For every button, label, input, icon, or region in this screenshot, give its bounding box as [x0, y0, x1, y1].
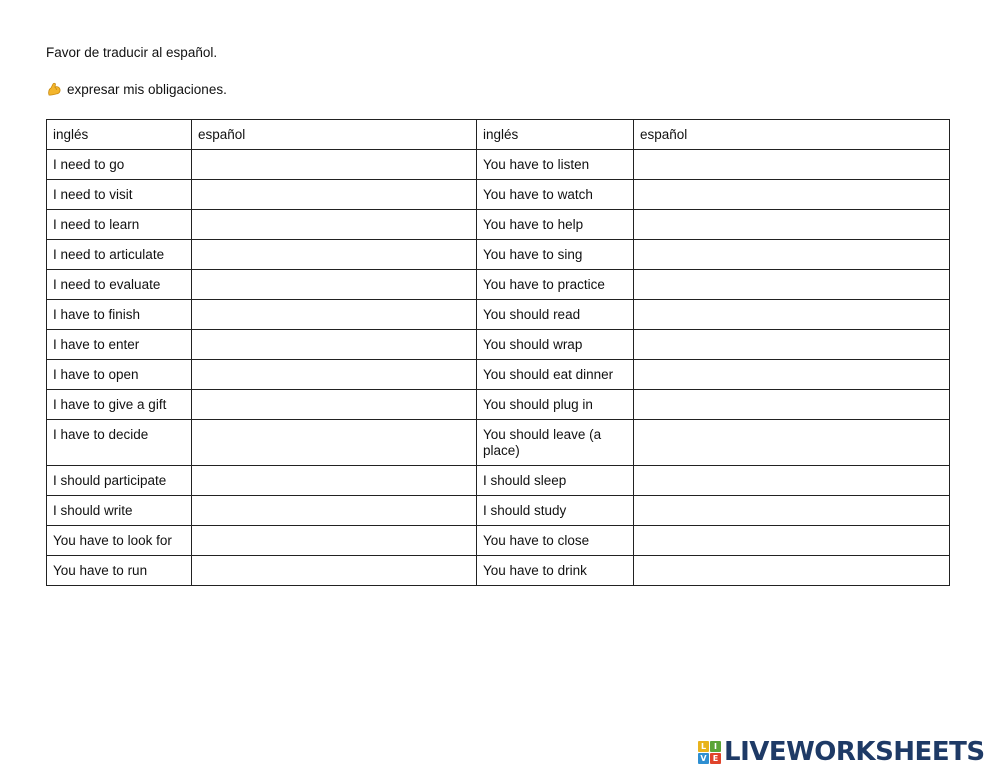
- spanish-answer-cell[interactable]: [634, 150, 950, 180]
- english-phrase-cell: You should plug in: [477, 390, 634, 420]
- table-row: [47, 556, 950, 586]
- spanish-answer-cell[interactable]: [192, 330, 477, 360]
- instruction-text: Favor de traducir al español.: [46, 45, 218, 60]
- english-phrase-cell: You should eat dinner: [477, 360, 634, 390]
- english-phrase-cell: I need to evaluate: [47, 270, 192, 300]
- table-row: [47, 330, 950, 360]
- header-espanol-left: español: [192, 120, 477, 150]
- spanish-answer-cell[interactable]: [192, 300, 477, 330]
- spanish-answer-cell[interactable]: [192, 556, 477, 586]
- english-phrase-cell: I have to give a gift: [47, 390, 192, 420]
- spanish-answer-cell[interactable]: [192, 240, 477, 270]
- english-phrase-cell: I should study: [477, 496, 634, 526]
- spanish-answer-cell[interactable]: [634, 496, 950, 526]
- flexed-biceps-icon: [46, 81, 62, 97]
- spanish-answer-cell[interactable]: [634, 556, 950, 586]
- english-phrase-cell: I need to learn: [47, 210, 192, 240]
- spanish-answer-cell[interactable]: [192, 466, 477, 496]
- subtitle-text: expresar mis obligaciones.: [67, 81, 227, 97]
- subtitle: [46, 81, 227, 97]
- table-row: [47, 240, 950, 270]
- spanish-answer-cell[interactable]: [634, 390, 950, 420]
- table-row: [47, 526, 950, 556]
- english-phrase-cell: You have to watch: [477, 180, 634, 210]
- spanish-answer-cell[interactable]: [192, 270, 477, 300]
- table-row: [47, 210, 950, 240]
- logo-block: E: [710, 753, 721, 764]
- logo-block: V: [698, 753, 709, 764]
- translation-table: [46, 119, 950, 586]
- english-phrase-cell: I have to open: [47, 360, 192, 390]
- spanish-answer-cell[interactable]: [192, 526, 477, 556]
- table-row: [47, 270, 950, 300]
- table-row: [47, 150, 950, 180]
- english-phrase-cell: I should sleep: [477, 466, 634, 496]
- spanish-answer-cell[interactable]: [634, 270, 950, 300]
- english-phrase-cell: You should wrap: [477, 330, 634, 360]
- spanish-answer-cell[interactable]: [634, 420, 950, 466]
- spanish-answer-cell[interactable]: [192, 420, 477, 466]
- english-phrase-cell: I have to decide: [47, 420, 192, 466]
- spanish-answer-cell[interactable]: [634, 210, 950, 240]
- english-phrase-cell: I need to visit: [47, 180, 192, 210]
- logo-wordmark: LIVEWORKSHEETS: [724, 737, 985, 767]
- spanish-answer-cell[interactable]: [192, 496, 477, 526]
- spanish-answer-cell[interactable]: [634, 526, 950, 556]
- table-row: [47, 360, 950, 390]
- liveworksheets-logo: [698, 738, 985, 766]
- english-phrase-cell: You have to drink: [477, 556, 634, 586]
- spanish-answer-cell[interactable]: [634, 180, 950, 210]
- english-phrase-cell: I have to finish: [47, 300, 192, 330]
- spanish-answer-cell[interactable]: [192, 210, 477, 240]
- table-row: [47, 390, 950, 420]
- english-phrase-cell: I need to go: [47, 150, 192, 180]
- table-row: [47, 420, 950, 466]
- table-row: [47, 300, 950, 330]
- spanish-answer-cell[interactable]: [634, 240, 950, 270]
- table-row: [47, 180, 950, 210]
- spanish-answer-cell[interactable]: [634, 466, 950, 496]
- spanish-answer-cell[interactable]: [634, 300, 950, 330]
- header-ingles-left: inglés: [47, 120, 192, 150]
- table-row: [47, 466, 950, 496]
- spanish-answer-cell[interactable]: [192, 390, 477, 420]
- english-phrase-cell: I should write: [47, 496, 192, 526]
- table-row: [47, 496, 950, 526]
- spanish-answer-cell[interactable]: [634, 330, 950, 360]
- english-phrase-cell: You have to practice: [477, 270, 634, 300]
- english-phrase-cell: I have to enter: [47, 330, 192, 360]
- english-phrase-cell: I need to articulate: [47, 240, 192, 270]
- header-ingles-right: inglés: [477, 120, 634, 150]
- header-espanol-right: español: [634, 120, 950, 150]
- english-phrase-cell: You have to help: [477, 210, 634, 240]
- english-phrase-cell: You have to sing: [477, 240, 634, 270]
- english-phrase-cell: You have to run: [47, 556, 192, 586]
- english-phrase-cell: I should participate: [47, 466, 192, 496]
- spanish-answer-cell[interactable]: [192, 150, 477, 180]
- english-phrase-cell: You have to look for: [47, 526, 192, 556]
- table-header-row: [47, 120, 950, 150]
- english-phrase-cell: You have to listen: [477, 150, 634, 180]
- logo-block: I: [710, 741, 721, 752]
- logo-block: L: [698, 741, 709, 752]
- english-phrase-cell: You have to close: [477, 526, 634, 556]
- english-phrase-cell: You should read: [477, 300, 634, 330]
- english-phrase-cell: You should leave (a place): [477, 420, 634, 466]
- logo-blocks: [698, 741, 721, 764]
- spanish-answer-cell[interactable]: [192, 360, 477, 390]
- spanish-answer-cell[interactable]: [634, 360, 950, 390]
- spanish-answer-cell[interactable]: [192, 180, 477, 210]
